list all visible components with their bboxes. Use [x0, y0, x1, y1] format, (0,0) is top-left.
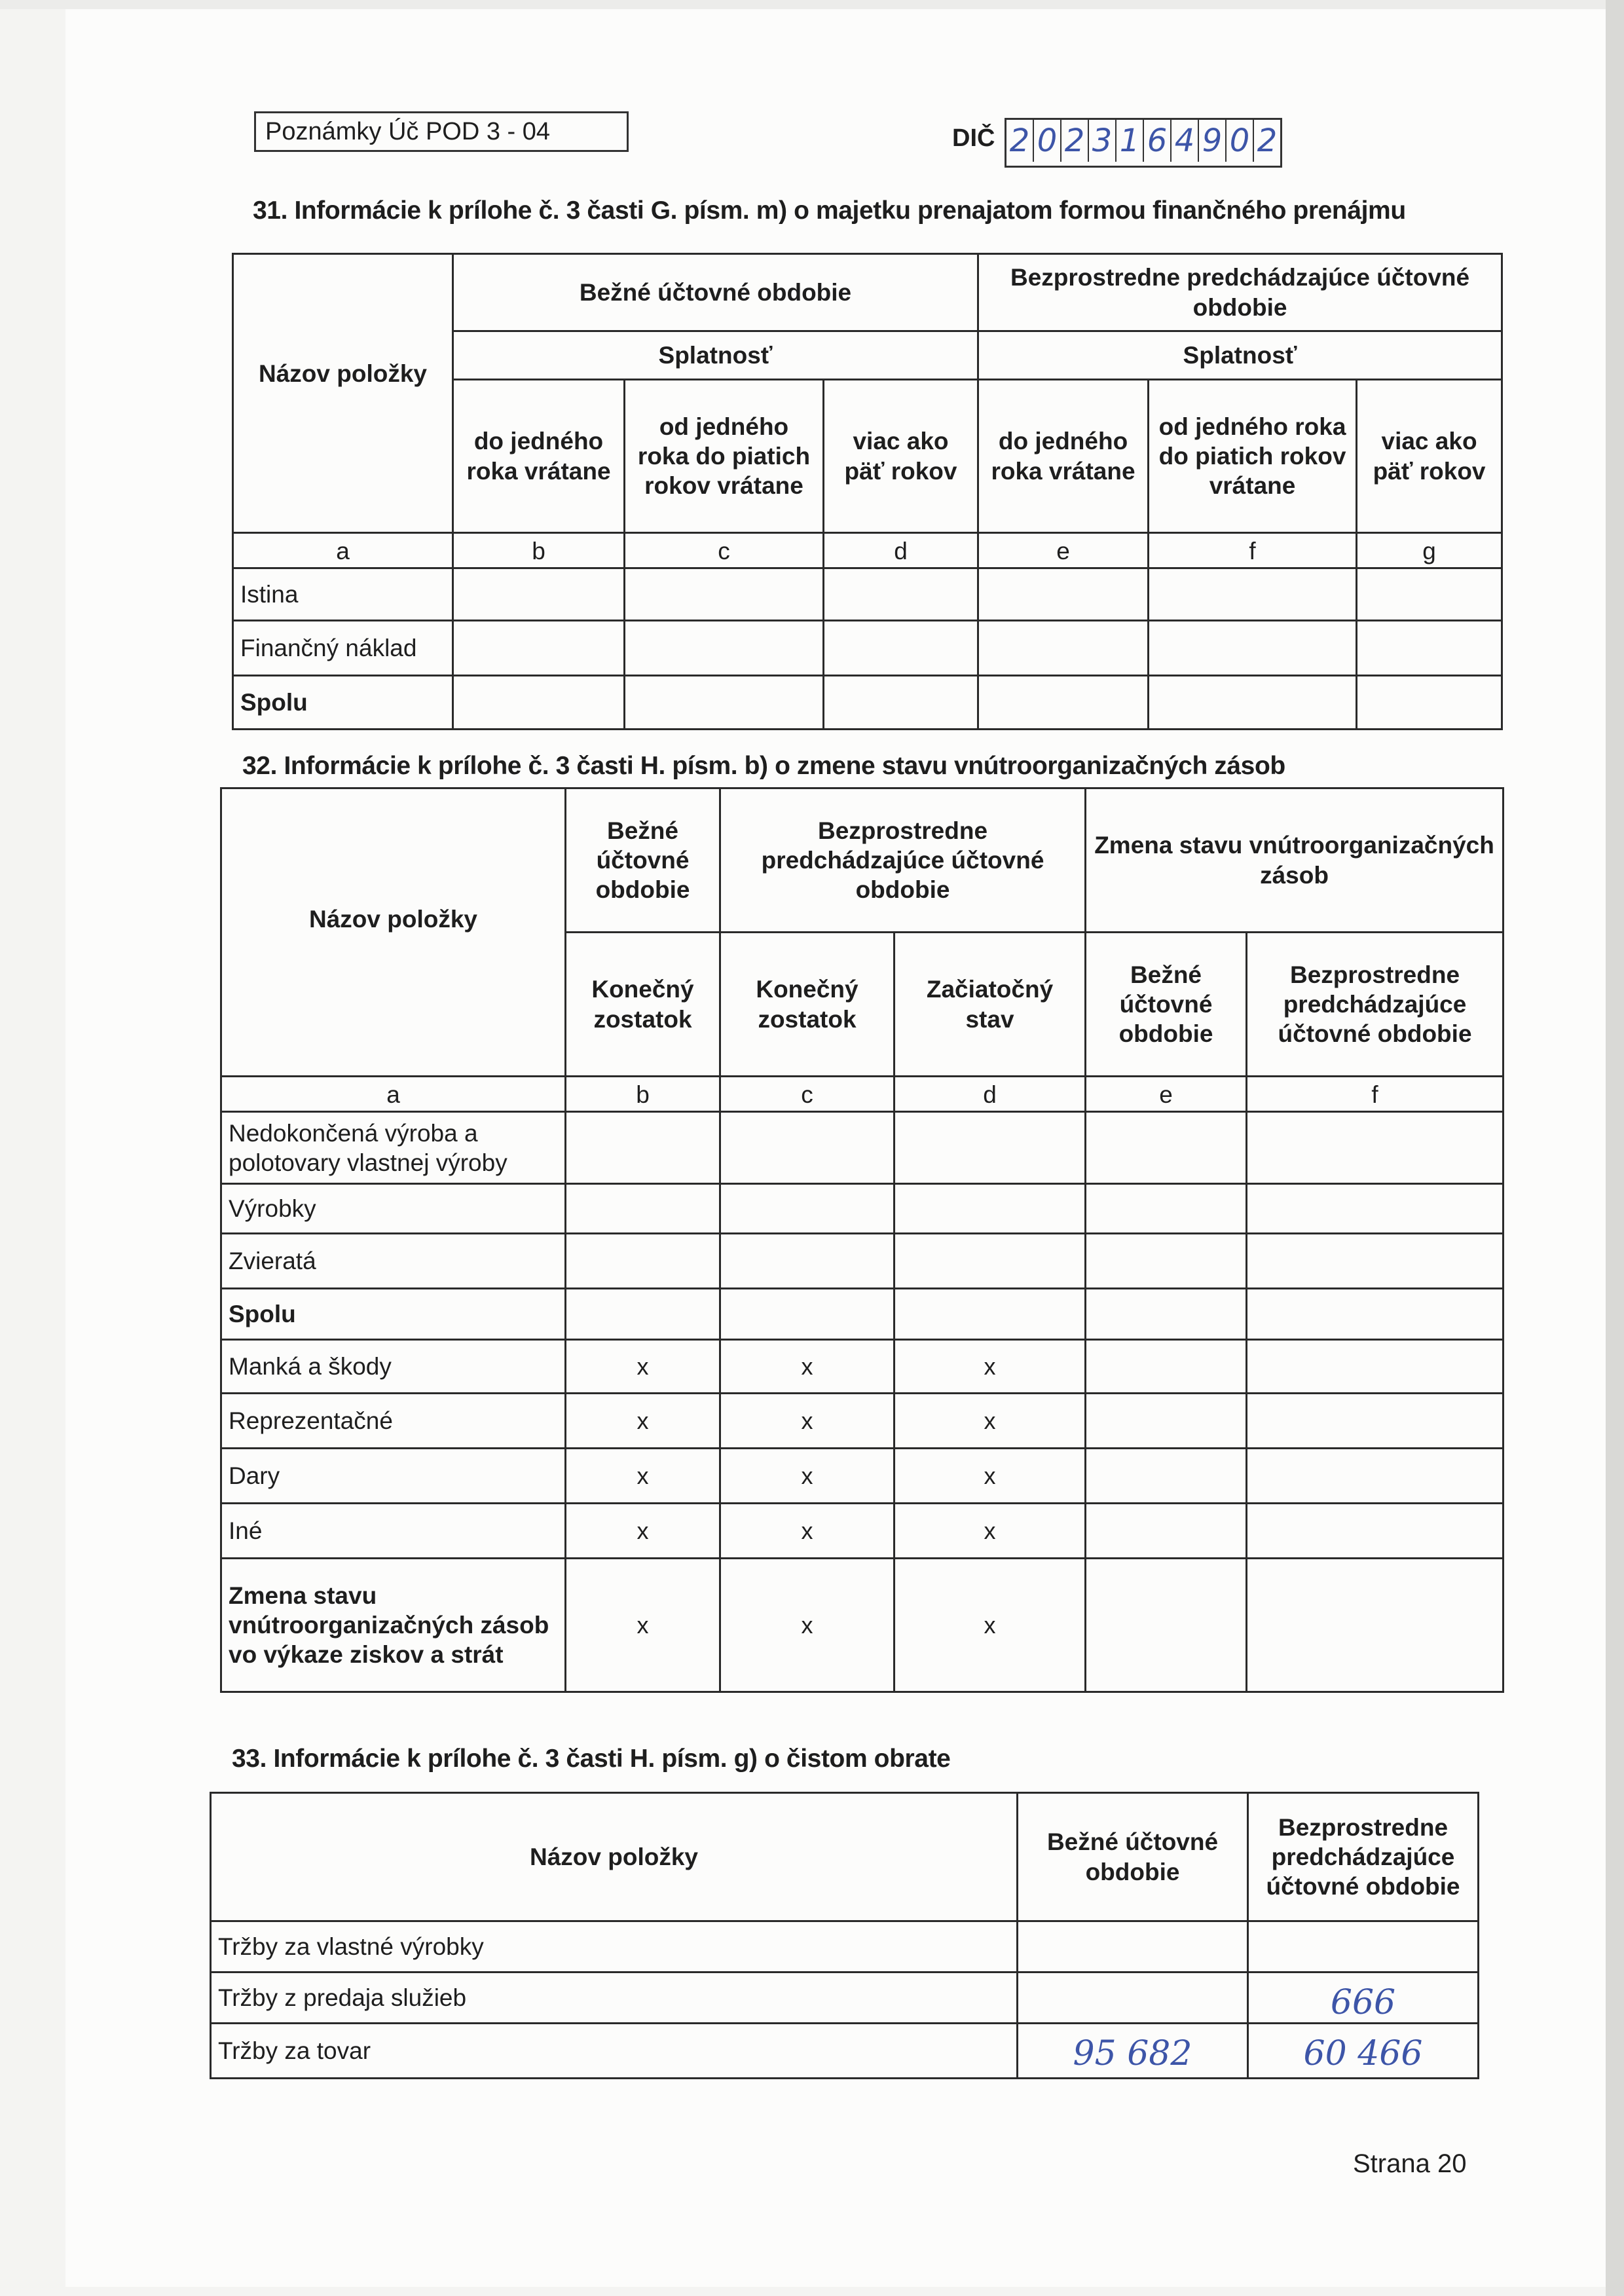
not-applicable-mark: x: [895, 1504, 1086, 1559]
name-header: Názov položky: [211, 1793, 1018, 1921]
previous-period-header: Bezprostredne predchádzajúce účtovné obdobie: [978, 254, 1502, 331]
row-label: Spolu: [233, 676, 453, 730]
table-row: [221, 1289, 1504, 1340]
value-cell[interactable]: [978, 676, 1149, 730]
row-label: Zmena stavu vnútroorganizačných zásob vo výkaze ziskov a strát: [221, 1559, 566, 1692]
not-applicable-mark: x: [895, 1394, 1086, 1449]
table-row: [221, 1112, 1504, 1184]
column-letter: e: [978, 533, 1149, 568]
column-letter: d: [895, 1077, 1086, 1112]
column-letter: g: [1357, 533, 1502, 568]
value-cell[interactable]: [1149, 676, 1357, 730]
name-header: [233, 254, 453, 533]
value-cell[interactable]: [1357, 568, 1502, 621]
dic-digit: 6: [1144, 120, 1172, 162]
dic-digit: 2: [1257, 122, 1278, 159]
value-cell[interactable]: [720, 1234, 895, 1289]
value-cell[interactable]: [895, 1112, 1086, 1184]
value-cell[interactable]: [1086, 1289, 1247, 1340]
column-letter: e: [1086, 1077, 1247, 1112]
row-label: Dary: [221, 1449, 566, 1504]
value-cell[interactable]: [978, 621, 1149, 676]
dic-label: DIČ: [952, 124, 995, 152]
table-row: [233, 621, 1502, 676]
table-row: [221, 1234, 1504, 1289]
dic-digit: 2: [1061, 120, 1089, 162]
dic-digit: 0: [1034, 120, 1061, 162]
value-cell[interactable]: [720, 1289, 895, 1340]
row-label: Tržby z predaja služieb: [211, 1972, 1018, 2024]
row-label: Manká a škody: [221, 1340, 566, 1394]
table-row: [221, 1184, 1504, 1234]
over-five-years-header: viac ako päť rokov: [1357, 380, 1502, 533]
current-value[interactable]: 95 682: [1018, 2024, 1248, 2079]
value-cell[interactable]: [1086, 1394, 1247, 1449]
column-letter: a: [233, 533, 453, 568]
up-to-one-year-header: do jedného roka vrátane: [453, 380, 625, 533]
not-applicable-mark: x: [895, 1449, 1086, 1504]
column-letter: a: [221, 1077, 566, 1112]
column-letter: b: [453, 533, 625, 568]
change-header: Zmena stavu vnútroorganizačných zásob: [1086, 788, 1504, 933]
value-cell[interactable]: [1247, 1394, 1504, 1449]
not-applicable-mark: x: [566, 1340, 720, 1394]
row-label: Výrobky: [221, 1184, 566, 1234]
row-label: Istina: [233, 568, 453, 621]
one-to-five-years-header: od jedného roka do piatich rokov vrátane: [625, 380, 824, 533]
change-previous-header: Bezprostredne predchádzajúce účtovné obdobie: [1247, 933, 1504, 1077]
not-applicable-mark: x: [566, 1394, 720, 1449]
table-row: [211, 2024, 1479, 2079]
document-label: Poznámky Úč POD 3 - 04: [254, 111, 629, 152]
not-applicable-mark: x: [895, 1559, 1086, 1692]
column-letter: f: [1247, 1077, 1504, 1112]
table-row: [221, 1559, 1504, 1692]
value-cell[interactable]: [1357, 676, 1502, 730]
value-cell[interactable]: [566, 1234, 720, 1289]
table-row: [233, 568, 1502, 621]
value-cell[interactable]: [625, 621, 824, 676]
name-header-text: Názov položky: [259, 360, 427, 387]
row-label: Tržby za vlastné výrobky: [211, 1921, 1018, 1972]
not-applicable-mark: x: [720, 1449, 895, 1504]
value-cell[interactable]: [1149, 621, 1357, 676]
previous-value[interactable]: [1248, 1921, 1479, 1972]
dic-digit: 3: [1089, 120, 1116, 162]
not-applicable-mark: x: [566, 1449, 720, 1504]
section-32-title: 32. Informácie k prílohe č. 3 časti H. písm. b) o zmene stavu vnútroorganizačných zásob: [242, 752, 1285, 780]
value-cell[interactable]: [895, 1234, 1086, 1289]
value-cell[interactable]: [625, 676, 824, 730]
current-period-header: Bežné účtovné obdobie: [1018, 1793, 1248, 1921]
row-label: Tržby za tovar: [211, 2024, 1018, 2079]
value-cell[interactable]: [566, 1289, 720, 1340]
value-cell[interactable]: [895, 1289, 1086, 1340]
previous-value[interactable]: 60 466: [1248, 2024, 1479, 2079]
value-cell[interactable]: [453, 568, 625, 621]
previous-value[interactable]: [1248, 1972, 1479, 2024]
value-cell[interactable]: [566, 1112, 720, 1184]
not-applicable-mark: x: [720, 1504, 895, 1559]
over-five-years-header: viac ako päť rokov: [824, 380, 978, 533]
previous-period-header: Bezprostredne predchádzajúce účtovné obdobie: [720, 788, 1086, 933]
not-applicable-mark: x: [720, 1559, 895, 1692]
value-cell[interactable]: [1247, 1289, 1504, 1340]
not-applicable-mark: x: [895, 1340, 1086, 1394]
value-cell[interactable]: [1247, 1234, 1504, 1289]
row-label: Reprezentačné: [221, 1394, 566, 1449]
value-cell[interactable]: [1247, 1559, 1504, 1692]
current-value[interactable]: [1018, 1921, 1248, 1972]
value-cell[interactable]: [824, 676, 978, 730]
value-cell[interactable]: [1086, 1112, 1247, 1184]
row-label: Finančný náklad: [233, 621, 453, 676]
section-31-title: 31. Informácie k prílohe č. 3 časti G. písm. m) o majetku prenajatom formou finančného prenájmu: [253, 196, 1406, 225]
one-to-five-years-header: od jedného roka do piatich rokov vrátane: [1149, 380, 1357, 533]
maturity-header: Splatnosť: [453, 331, 978, 380]
current-period-header: Bežné účtovné obdobie: [566, 788, 720, 933]
value-cell[interactable]: [1086, 1234, 1247, 1289]
not-applicable-mark: x: [566, 1559, 720, 1692]
value-cell[interactable]: [1086, 1340, 1247, 1394]
value-cell[interactable]: [824, 621, 978, 676]
value-cell[interactable]: [566, 1184, 720, 1234]
value-cell[interactable]: [1086, 1559, 1247, 1692]
value-cell[interactable]: [625, 568, 824, 621]
page-number: Strana 20: [1353, 2149, 1467, 2178]
value-cell[interactable]: [895, 1184, 1086, 1234]
table-row: [221, 1394, 1504, 1449]
scan-edge-right: [1606, 0, 1624, 2296]
value-cell[interactable]: [1149, 568, 1357, 621]
net-turnover-table: [210, 1792, 1479, 2079]
dic-digit: 1: [1116, 120, 1144, 162]
lease-table: [232, 253, 1503, 730]
handwritten-note: 666: [1330, 1983, 1396, 2022]
value-cell[interactable]: [1247, 1449, 1504, 1504]
not-applicable-mark: x: [720, 1394, 895, 1449]
value-cell[interactable]: [1086, 1449, 1247, 1504]
column-letter: c: [625, 533, 824, 568]
closing-balance-header: Konečný zostatok: [566, 933, 720, 1077]
row-label: Nedokončená výroba a polotovary vlastnej výroby: [221, 1112, 566, 1184]
value-cell[interactable]: [1086, 1184, 1247, 1234]
up-to-one-year-header: do jedného roka vrátane: [978, 380, 1149, 533]
table-row: [211, 1972, 1479, 2024]
value-cell[interactable]: [824, 568, 978, 621]
column-letter: f: [1149, 533, 1357, 568]
table-row: [221, 1340, 1504, 1394]
table-row: [221, 1449, 1504, 1504]
change-current-header: Bežné účtovné obdobie: [1086, 933, 1247, 1077]
closing-balance-header: Konečný zostatok: [720, 933, 895, 1077]
table-row: [233, 676, 1502, 730]
row-label: Spolu: [221, 1289, 566, 1340]
value-cell[interactable]: [1357, 621, 1502, 676]
current-period-header: Bežné účtovné obdobie: [453, 254, 978, 331]
row-label: Iné: [221, 1504, 566, 1559]
not-applicable-mark: x: [566, 1504, 720, 1559]
not-applicable-mark: x: [720, 1340, 895, 1394]
opening-state-header: Začiatočný stav: [895, 933, 1086, 1077]
current-value[interactable]: [1018, 1972, 1248, 2024]
dic-digit: 2: [1006, 120, 1034, 162]
name-header: [221, 788, 566, 1077]
value-cell[interactable]: [978, 568, 1149, 621]
previous-period-header: Bezprostredne predchádzajúce účtovné obdobie: [1248, 1793, 1479, 1921]
table-row: [221, 1504, 1504, 1559]
maturity-header: Splatnosť: [978, 331, 1502, 380]
value-cell[interactable]: [1247, 1112, 1504, 1184]
dic-number: [1005, 118, 1282, 168]
value-cell[interactable]: [1086, 1504, 1247, 1559]
value-cell[interactable]: [720, 1184, 895, 1234]
row-label: Zvieratá: [221, 1234, 566, 1289]
column-letter: c: [720, 1077, 895, 1112]
value-cell[interactable]: [453, 676, 625, 730]
dic-digit: 4: [1172, 120, 1199, 162]
table-row: [211, 1921, 1479, 1972]
section-33-title: 33. Informácie k prílohe č. 3 časti H. písm. g) o čistom obrate: [232, 1745, 951, 1773]
value-cell[interactable]: [453, 621, 625, 676]
value-cell[interactable]: [720, 1112, 895, 1184]
dic-digit: 9: [1199, 120, 1227, 162]
column-letter: b: [566, 1077, 720, 1112]
inventory-change-table: [220, 787, 1504, 1693]
value-cell[interactable]: [1247, 1184, 1504, 1234]
column-letter: d: [824, 533, 978, 568]
dic-digit: 0: [1227, 120, 1254, 162]
name-header-text: Názov položky: [309, 905, 477, 933]
scan-edge-top: [0, 0, 1624, 9]
value-cell[interactable]: [1247, 1504, 1504, 1559]
value-cell[interactable]: [1247, 1340, 1504, 1394]
